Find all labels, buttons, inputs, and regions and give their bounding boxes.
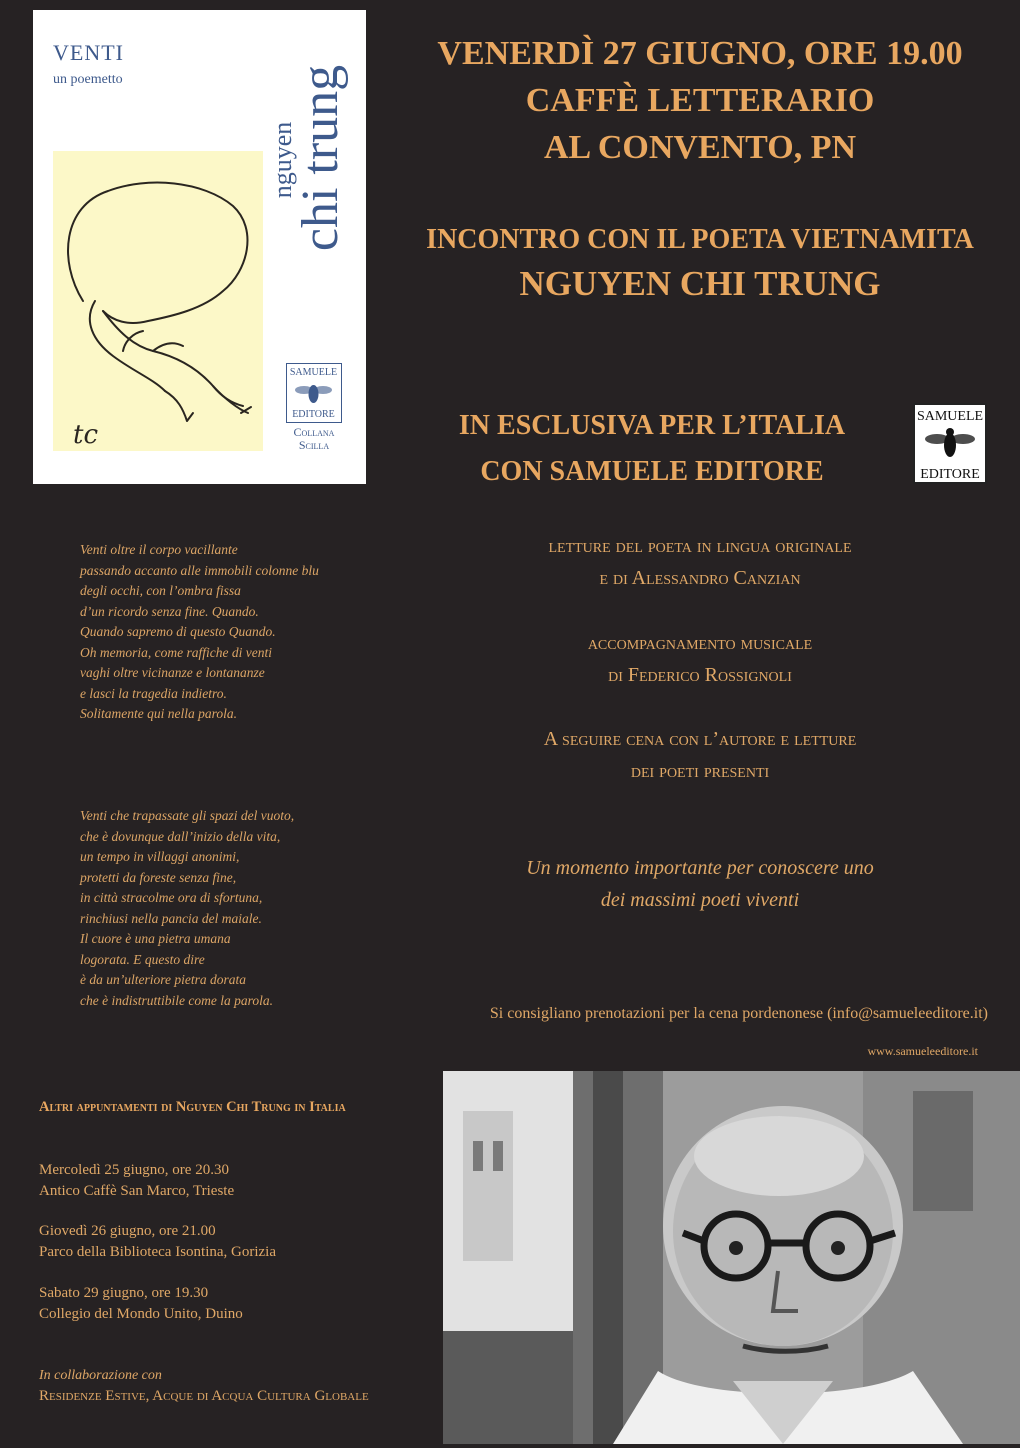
readings-line1: letture del poeta in lingua originale	[548, 535, 852, 557]
cover-collana-name: Scilla	[298, 438, 330, 452]
music-line2: di Federico Rossignoli	[608, 664, 792, 686]
publisher-logo-bottom: EDITORE	[920, 467, 980, 482]
book-cover	[33, 10, 366, 484]
poem-excerpt-2	[80, 806, 380, 1011]
exclusive-line1: IN ESCLUSIVA PER L’ITALIA	[458, 410, 846, 441]
dinner-line2: dei poeti presenti	[630, 760, 770, 782]
collab-intro: In collaborazione con	[39, 1368, 162, 1383]
poem-line: d’un ricordo senza fine. Quando.	[80, 603, 259, 619]
poem-line: Venti oltre il corpo vacillante	[80, 542, 238, 557]
cover-author	[268, 40, 353, 310]
poem-line: protetti da foreste senza fine,	[80, 869, 237, 885]
event-when: Sabato 29 giugno, ore 19.30	[39, 1285, 209, 1301]
other-events-title: Altri appuntamenti di Nguyen Chi Trung in Italia	[39, 1099, 346, 1115]
poet-name: NGUYEN CHI TRUNG	[519, 264, 881, 303]
event-when: Mercoledì 25 giugno, ore 20.30	[39, 1162, 229, 1178]
publisher-logo	[913, 403, 987, 484]
bee-icon	[925, 428, 975, 457]
event-venue-location: AL CONVENTO, PN	[543, 129, 857, 166]
figure-drawing-icon	[53, 151, 263, 451]
event-date: VENERDÌ 27 GIUGNO, ORE 19.00	[437, 35, 963, 72]
cover-logo-top: SAMUELE	[289, 367, 338, 378]
poem-line: che è dovunque dall’inizio della vita,	[80, 828, 281, 844]
poem-line: Quando sapremo di questo Quando.	[80, 624, 276, 639]
poem-line: Oh memoria, come raffiche di venti	[80, 644, 272, 660]
event-headline	[392, 30, 1008, 171]
event-entry	[39, 1160, 234, 1202]
readings-line2: e di Alessandro Canzian	[599, 567, 801, 589]
bee-icon	[295, 385, 332, 403]
poem-line: un tempo in villaggi anonimi,	[80, 849, 240, 864]
poet-photo	[443, 1071, 1020, 1444]
cover-logo-bottom: EDITORE	[292, 409, 335, 420]
collaboration-note	[39, 1366, 369, 1406]
website-link[interactable]: www.samueleeditore.it	[867, 1044, 978, 1058]
poem-line: rinchiusi nella pancia del maiale.	[80, 910, 262, 926]
cover-subtitle: un poemetto	[53, 72, 123, 87]
cover-illustration	[53, 151, 263, 451]
cover-publisher-logo	[286, 363, 342, 423]
poem-line: vaghi oltre vicinanze e lontananze	[80, 665, 265, 680]
booking-note: Si consigliano prenotazioni per la cena pordenonese (info@samueleeditore.it)	[489, 1005, 988, 1022]
dinner-info	[392, 723, 1008, 787]
poem-line: è da un’ulteriore pietra dorata	[80, 972, 246, 987]
event-where: Parco della Biblioteca Isontina, Gorizia	[39, 1244, 277, 1260]
event-entry	[39, 1221, 276, 1263]
music-line1: accompagnamento musicale	[587, 632, 813, 654]
music-info	[392, 627, 1008, 691]
meeting-title: INCONTRO CON IL POETA VIETNAMITA	[426, 224, 974, 255]
cover-title: VENTI	[53, 40, 124, 65]
exclusive-note	[392, 403, 912, 495]
poem-line: e lasci la tragedia indietro.	[80, 685, 227, 701]
event-entry	[39, 1283, 243, 1325]
portrait-photo-icon	[443, 1071, 1020, 1444]
dinner-line1: A seguire cena con l’autore e letture	[543, 728, 857, 750]
poem-excerpt-1	[80, 540, 380, 725]
poem-line: che è indistruttibile come la parola.	[80, 992, 273, 1008]
cover-collana-label: Collana	[293, 425, 335, 439]
publisher-logo-top: SAMUELE	[916, 409, 984, 424]
poem-line: Il cuore è una pietra umana	[80, 931, 231, 946]
cover-signature: tc	[73, 420, 99, 450]
moment-tagline	[392, 852, 1008, 916]
poem-line: logorata. E questo dire	[80, 951, 205, 967]
event-venue: CAFFÈ LETTERARIO	[525, 82, 875, 119]
event-where: Collegio del Mondo Unito, Duino	[39, 1306, 243, 1322]
collab-name: Residenze Estive, Acque di Acqua Cultura Globale	[39, 1388, 369, 1404]
poem-line: in città stracolme ora di sfortuna,	[80, 890, 263, 905]
event-where: Antico Caffè San Marco, Trieste	[39, 1183, 235, 1199]
cover-author-first: nguyen	[268, 121, 297, 199]
readings-info	[392, 530, 1008, 594]
poem-line: Venti che trapassate gli spazi del vuoto,	[80, 808, 295, 823]
exclusive-line2: CON SAMUELE EDITORE	[480, 456, 824, 487]
cover-author-last: chi trung	[292, 64, 349, 252]
poem-line: passando accanto alle immobili colonne blu	[80, 562, 319, 578]
cover-collana	[277, 426, 351, 452]
event-when: Giovedì 26 giugno, ore 21.00	[39, 1223, 216, 1239]
poem-line: degli occhi, con l’ombra fissa	[80, 583, 241, 598]
poem-line: Solitamente qui nella parola.	[80, 706, 237, 721]
moment-line2: dei massimi poeti viventi	[600, 889, 800, 911]
moment-line1: Un momento importante per conoscere uno	[526, 857, 874, 879]
